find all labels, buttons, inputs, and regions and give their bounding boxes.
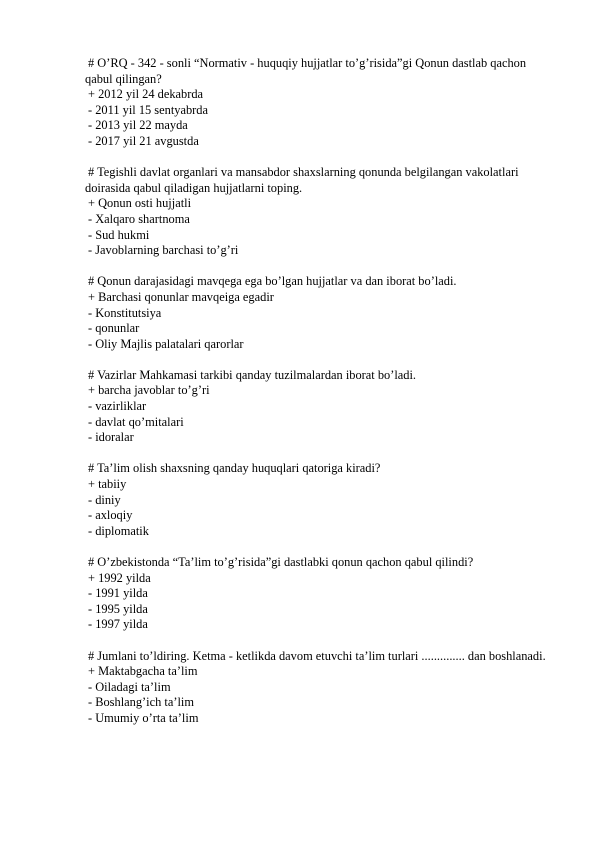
question-text: # O’zbekistonda “Ta’lim to’g’risida”gi dastlabki qonun qachon qabul qilindi? — [88, 555, 474, 569]
question-text: # Qonun darajasidagi mavqega ega bo’lgan hujjatlar va dan iborat bo’ladi. — [88, 274, 457, 289]
answer-option: + Qonun osti hujjatli — [88, 196, 192, 211]
answer-option: - vazirliklar — [88, 399, 147, 414]
answer-option: - Oiladagi ta’lim — [88, 679, 171, 694]
question-text: # Vazirlar Mahkamasi tarkibi qanday tuzilmalardan iborat bo’ladi. — [88, 367, 417, 382]
answer-option: - Sud hukmi — [88, 227, 150, 242]
question-list — [85, 56, 555, 742]
answer-option: - davlat qo’mitalari — [88, 414, 184, 429]
question-block — [85, 461, 555, 539]
question-text: # Jumlani to’ldiring. Ketma - ketlikda davom etuvchi ta’lim turlari .............. dan boshlanadi. — [88, 648, 546, 663]
answer-option: - 2013 yil 22 mayda — [88, 118, 188, 133]
answer-option: - 2011 yil 15 sentyabrda — [88, 102, 208, 117]
answer-option: - Umumiy o’rta ta’lim — [88, 710, 199, 725]
answer-option: - Konstitutsiya — [88, 305, 162, 320]
answer-option: + barcha javoblar to’g’ri — [88, 383, 210, 398]
answer-option: - diplomatik — [88, 523, 149, 538]
answer-option: - 1995 yilda — [88, 601, 148, 616]
answer-option: + tabiiy — [88, 477, 127, 492]
question-block — [85, 649, 555, 727]
answer-option: - Javoblarning barchasi to’g’ri — [88, 243, 239, 258]
answer-option: - idoralar — [88, 430, 134, 445]
question-text: # Ta’lim olish shaxsning qanday huquqlari qatoriga kiradi? — [88, 461, 381, 476]
question-block — [85, 274, 555, 352]
answer-option: + Barchasi qonunlar mavqeiga egadir — [88, 289, 274, 304]
answer-option: - qonunlar — [88, 321, 140, 336]
question-text: # O’RQ - 342 - sonli “Normativ - huquqiy hujjatlar to’g’risida”gi Qonun dastlab qachon qabul qilingan? — [85, 56, 527, 86]
answer-option: - 1997 yilda — [88, 617, 148, 632]
answer-option: - axloqiy — [88, 508, 133, 523]
question-text: # Tegishli davlat organlari va mansabdor shaxslarning qonunda belgilangan vakolatlari doirasida qabul qiladigan hujjatlarni toping. — [85, 165, 519, 195]
question-block — [85, 56, 555, 150]
answer-option: - 2017 yil 21 avgustda — [88, 133, 199, 148]
answer-option: - Boshlang’ich ta’lim — [88, 695, 194, 710]
answer-option: + 1992 yilda — [88, 570, 151, 585]
answer-option: - diniy — [88, 492, 121, 507]
answer-option: + Maktabgacha ta’lim — [88, 664, 198, 679]
answer-option: - Xalqaro shartnoma — [88, 211, 190, 226]
answer-option: - 1991 yilda — [88, 586, 148, 601]
question-block — [85, 555, 555, 633]
answer-option: + 2012 yil 24 dekabrda — [88, 87, 204, 102]
answer-option: - Oliy Majlis palatalari qarorlar — [88, 336, 244, 351]
question-block — [85, 165, 555, 259]
question-block — [85, 368, 555, 446]
